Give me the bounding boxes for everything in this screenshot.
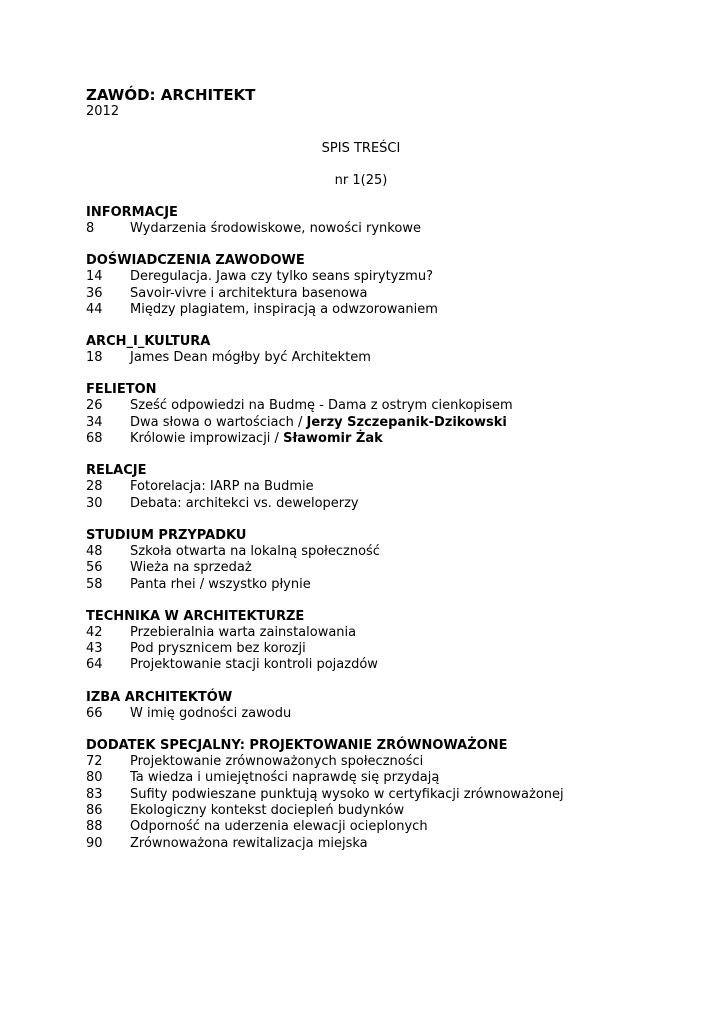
section-heading: TECHNIKA W ARCHITEKTURZE bbox=[86, 608, 305, 624]
toc-entry bbox=[86, 221, 696, 237]
page-number: 86 bbox=[86, 802, 103, 818]
table-of-contents-label: SPIS TREŚCI bbox=[321, 141, 401, 156]
toc-entry bbox=[86, 269, 696, 285]
page-number: 66 bbox=[86, 705, 103, 721]
article-title: Fotorelacja: IARP na Budmie bbox=[130, 479, 314, 495]
toc-section bbox=[86, 382, 696, 447]
toc-entry bbox=[86, 286, 696, 302]
toc-entry bbox=[86, 819, 696, 835]
toc-entry bbox=[86, 706, 696, 722]
article-title: Zrównoważona rewitalizacja miejska bbox=[130, 835, 368, 851]
document-title: ZAWÓD: ARCHITEKT bbox=[86, 86, 256, 104]
page-number: 43 bbox=[86, 641, 103, 657]
page-number: 42 bbox=[86, 624, 103, 640]
article-title: Wydarzenia środowiskowe, nowości rynkowe bbox=[130, 221, 421, 236]
toc-entry bbox=[86, 431, 696, 447]
section-heading: IZBA ARCHITEKTÓW bbox=[86, 689, 233, 705]
toc-section bbox=[86, 253, 696, 318]
page-number: 72 bbox=[86, 754, 103, 770]
page-number: 83 bbox=[86, 786, 103, 802]
section-heading: FELIETON bbox=[86, 382, 157, 398]
article-title: Savoir-vivre i architektura basenowa bbox=[130, 285, 368, 301]
toc-entry bbox=[86, 479, 696, 495]
article-title: Panta rhei / wszystko płynie bbox=[130, 576, 311, 592]
toc-entry bbox=[86, 415, 696, 431]
toc-section bbox=[86, 334, 696, 366]
page-number: 58 bbox=[86, 576, 103, 592]
toc-entry bbox=[86, 625, 696, 641]
issue-number: nr 1(25) bbox=[334, 173, 388, 188]
page-number: 28 bbox=[86, 479, 103, 495]
article-title: Przebieralnia warta zainstalowania bbox=[130, 624, 357, 640]
article-title: Ta wiedza i umiejętności naprawdę się przydają bbox=[130, 770, 440, 786]
page-number: 44 bbox=[86, 301, 103, 317]
page-number: 34 bbox=[86, 414, 103, 430]
section-heading: RELACJE bbox=[86, 463, 147, 479]
page-number: 68 bbox=[86, 431, 103, 447]
toc-entry bbox=[86, 398, 696, 414]
article-title: Ekologiczny kontekst dociepleń budynków bbox=[130, 802, 405, 818]
page-number: 30 bbox=[86, 495, 103, 511]
table-of-contents bbox=[86, 205, 696, 852]
page-number: 88 bbox=[86, 819, 103, 835]
toc-entry bbox=[86, 641, 696, 657]
article-title: Pod prysznicem bez korozji bbox=[130, 641, 306, 657]
section-heading: STUDIUM PRZYPADKU bbox=[86, 527, 247, 543]
toc-entry bbox=[86, 496, 696, 512]
section-heading: DOŚWIADCZENIA ZAWODOWE bbox=[86, 253, 305, 269]
toc-entry bbox=[86, 560, 696, 576]
page-number: 18 bbox=[86, 350, 103, 366]
toc-entry bbox=[86, 544, 696, 560]
article-title: Dwa słowa o wartościach / bbox=[130, 414, 307, 430]
article-title: W imię godności zawodu bbox=[130, 705, 292, 721]
toc-entry bbox=[86, 770, 696, 786]
page-number: 8 bbox=[86, 221, 95, 236]
article-title: Wieża na sprzedaż bbox=[130, 560, 252, 576]
toc-section bbox=[86, 205, 696, 237]
section-heading: ARCH_I_KULTURA bbox=[86, 334, 211, 350]
toc-entry bbox=[86, 754, 696, 770]
article-title: James Dean mógłby być Architektem bbox=[130, 350, 371, 366]
document-year: 2012 bbox=[86, 104, 120, 119]
page-number: 64 bbox=[86, 657, 103, 673]
article-title: Sześć odpowiedzi na Budmę - Dama z ostrym cienkopisem bbox=[130, 398, 513, 414]
document-page bbox=[86, 86, 696, 868]
article-title: Między plagiatem, inspiracją a odwzorowaniem bbox=[130, 301, 438, 317]
article-title: Odporność na uderzenia elewacji ocieplonych bbox=[130, 819, 428, 835]
page-number: 14 bbox=[86, 269, 103, 285]
page-number: 36 bbox=[86, 285, 103, 301]
section-heading: DODATEK SPECJALNY: PROJEKTOWANIE ZRÓWNOWAŻONE bbox=[86, 738, 508, 754]
article-title: Sufity podwieszane punktują wysoko w certyfikacji zrównoważonej bbox=[130, 786, 564, 802]
toc-section bbox=[86, 609, 696, 674]
toc-entry bbox=[86, 302, 696, 318]
toc-entry bbox=[86, 787, 696, 803]
article-title: Debata: architekci vs. deweloperzy bbox=[130, 495, 359, 511]
toc-section bbox=[86, 463, 696, 512]
article-title: Projektowanie zrównoważonych społeczności bbox=[130, 754, 424, 770]
toc-section bbox=[86, 528, 696, 593]
page-number: 48 bbox=[86, 543, 103, 559]
article-author: Sławomir Żak bbox=[283, 431, 383, 447]
toc-entry bbox=[86, 657, 696, 673]
page-number: 90 bbox=[86, 835, 103, 851]
page-number: 80 bbox=[86, 770, 103, 786]
toc-entry bbox=[86, 836, 696, 852]
toc-entry bbox=[86, 803, 696, 819]
toc-entry bbox=[86, 350, 696, 366]
page-number: 56 bbox=[86, 560, 103, 576]
article-title: Projektowanie stacji kontroli pojazdów bbox=[130, 657, 378, 673]
page-number: 26 bbox=[86, 398, 103, 414]
article-title: Deregulacja. Jawa czy tylko seans spirytyzmu? bbox=[130, 269, 433, 285]
toc-entry bbox=[86, 577, 696, 593]
article-author: Jerzy Szczepanik-Dzikowski bbox=[306, 414, 507, 430]
section-heading: INFORMACJE bbox=[86, 205, 178, 220]
toc-section bbox=[86, 690, 696, 722]
article-title: Szkoła otwarta na lokalną społeczność bbox=[130, 543, 380, 559]
article-title: Królowie improwizacji / bbox=[130, 431, 284, 447]
toc-section bbox=[86, 738, 696, 852]
